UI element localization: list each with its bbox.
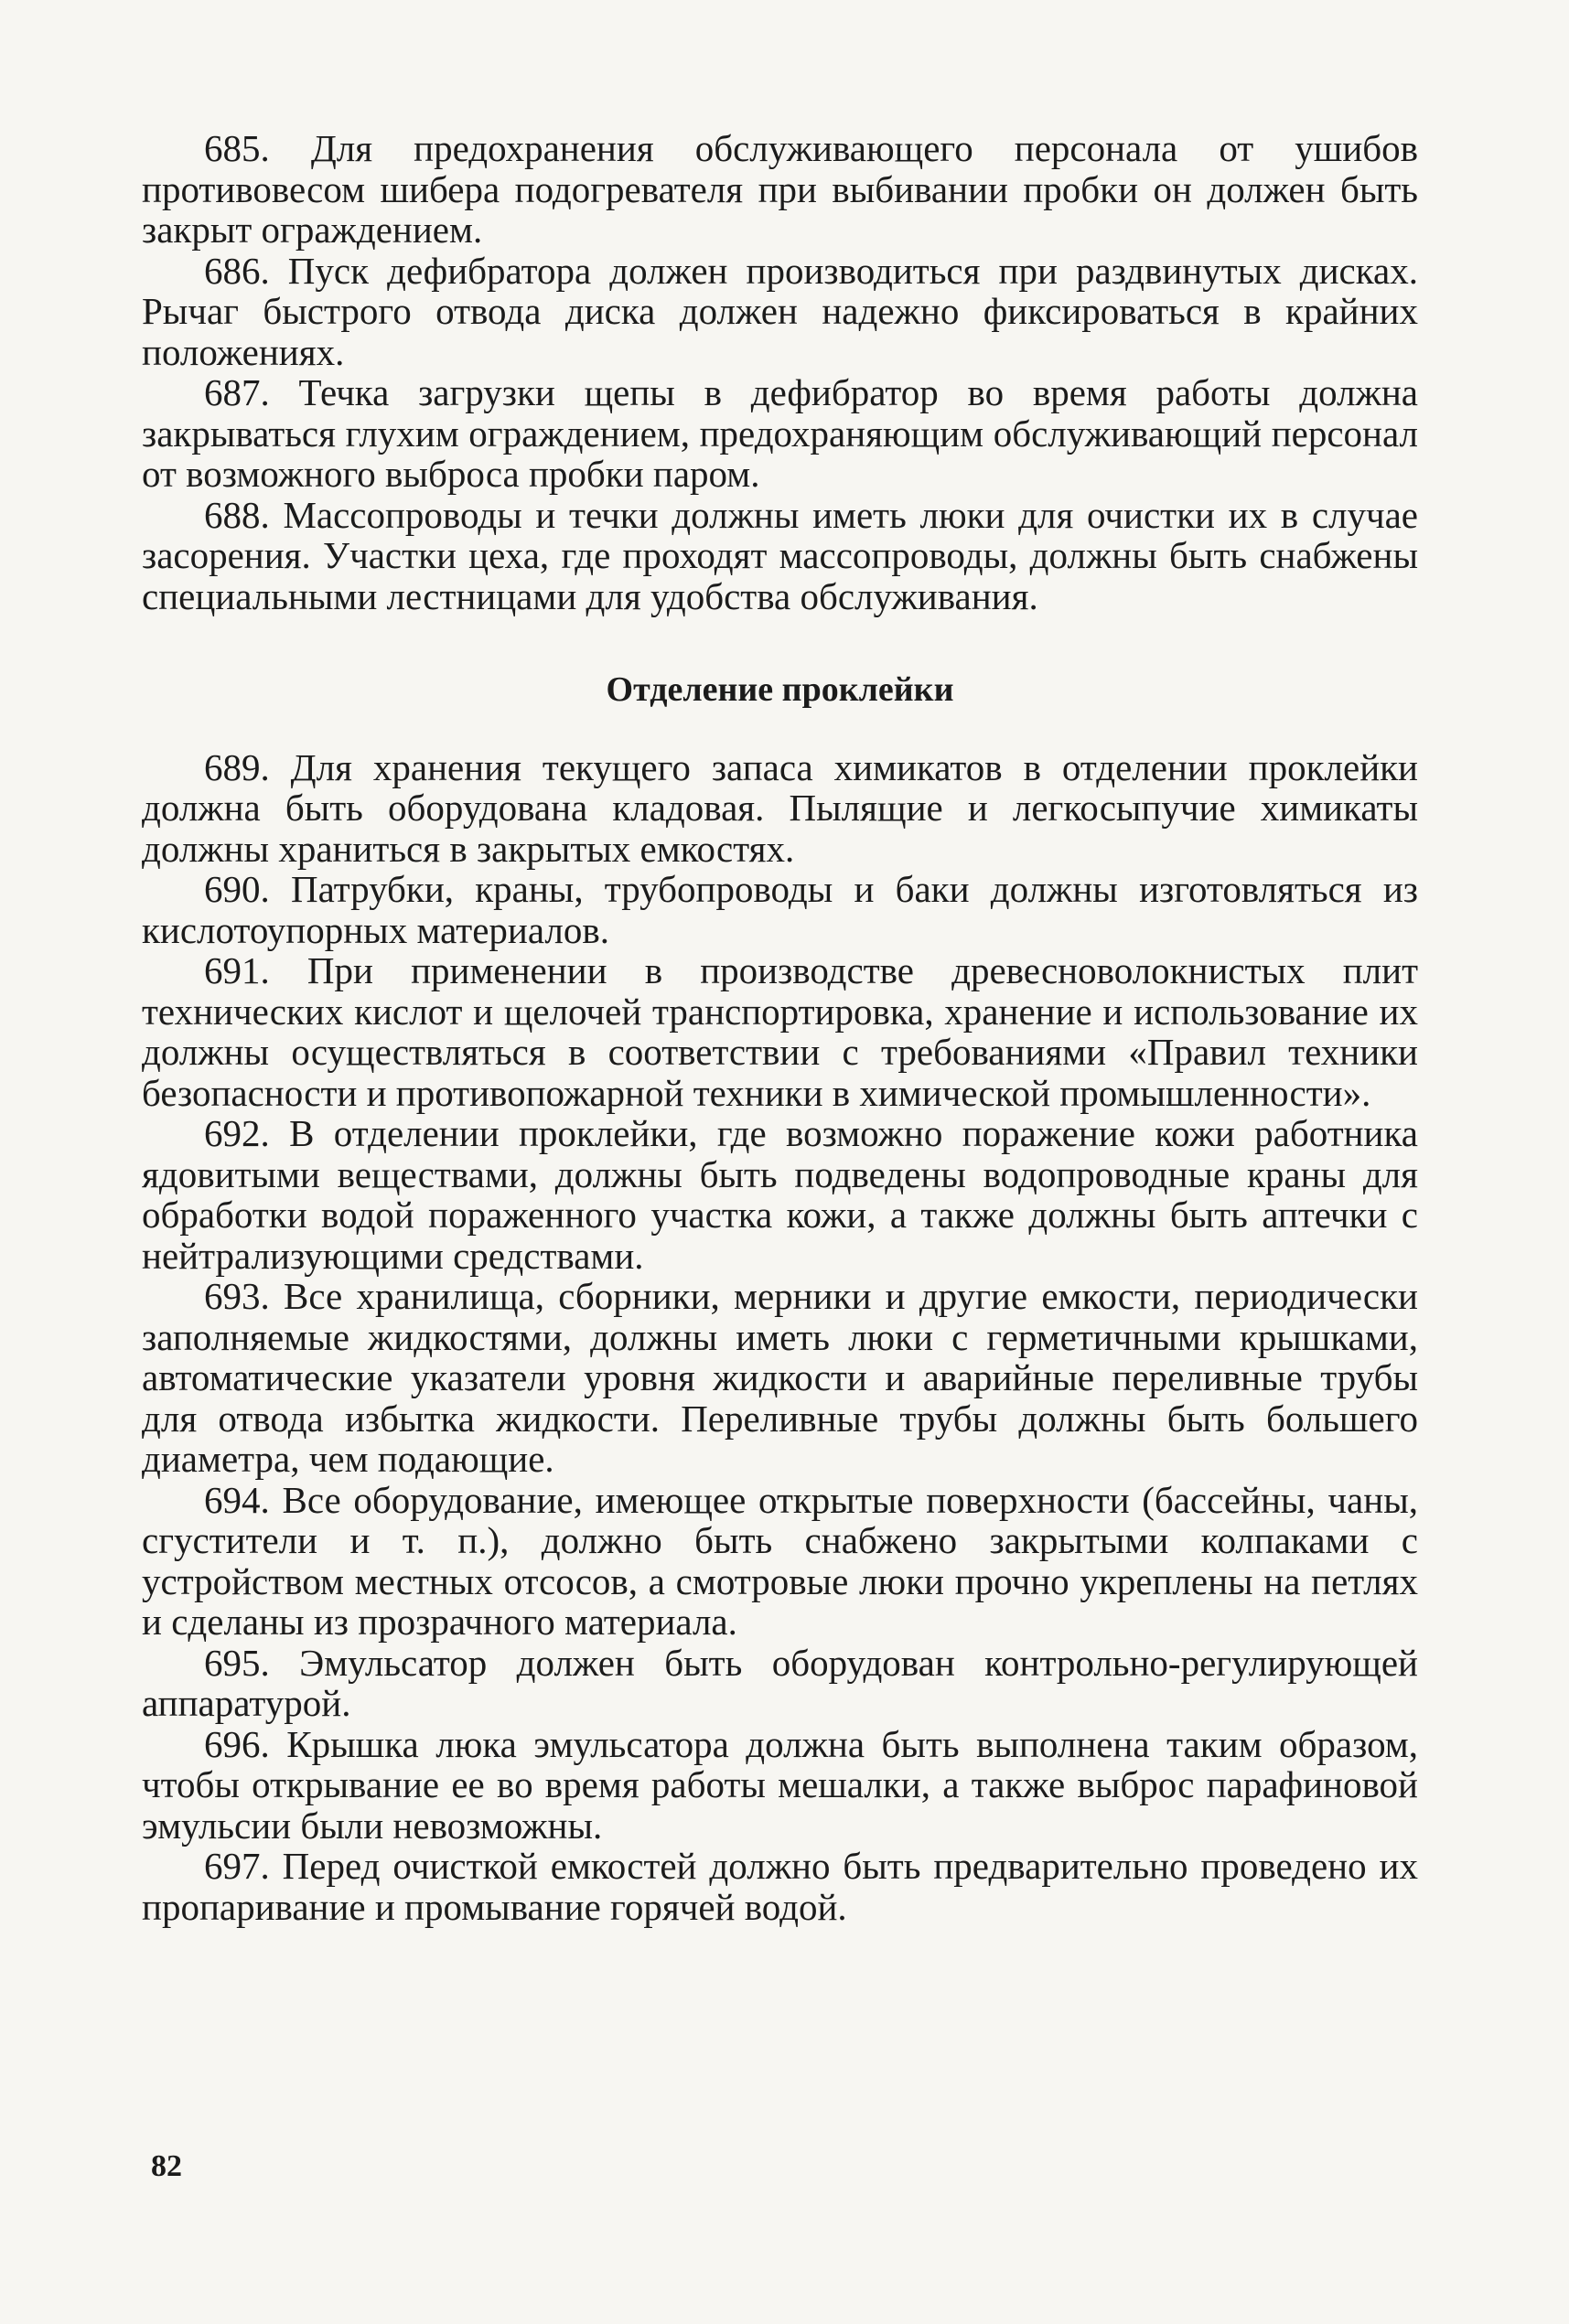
paragraph-689: 689. Для хранения текущего запаса химикатов в отделении проклейки должна быть оборудована кладовая. Пылящие и легкосыпучие химикаты должны храниться в закрытых емкостях. (142, 745, 1418, 870)
paragraph-692: 692. В отделении проклейки, где возможно поражение кожи работника ядовитыми веществами, должны быть подведены водопроводные краны для обработки водой пораженного участка кожи, а также должны быть аптечки с нейтрализующими средствами. (142, 1112, 1418, 1277)
paragraph-695: 695. Эмульсатор должен быть оборудован контрольно-регулирующей аппаратурой. (142, 1641, 1418, 1724)
paragraph-688: 688. Массопроводы и течки должны иметь люки для очистки их в случае засорения. Участки цеха, где проходят массопроводы, должны быть снабжены специальными лестницами для удобства обслуживания. (142, 493, 1418, 617)
page-body (142, 128, 1418, 1927)
paragraph-690: 690. Патрубки, краны, трубопроводы и баки должны изготовляться из кислотоупорных материалов. (142, 868, 1418, 951)
paragraph-691: 691. При применении в производстве древесноволокнистых плит технических кислот и щелочей транспортировка, хранение и использование их должны осуществляться в соответствии с требованиями «Правил техники безопасности и противопожарной техники в химической промышленности». (142, 949, 1418, 1114)
paragraph-687: 687. Течка загрузки щепы в дефибратор во время работы должна закрываться глухим ограждением, предохраняющим обслуживающий персонал от возможного выброса пробки паром. (142, 371, 1418, 495)
section-heading: Отделение проклейки (606, 670, 954, 709)
paragraph-694: 694. Все оборудование, имеющее открытые поверхности (бассейны, чаны, сгустители и т. п.), должно быть снабжено закрытыми колпаками с устройством местных отсосов, а смотровые люки прочно укреплены на петлях и сделаны из прозрачного материала. (142, 1478, 1418, 1643)
paragraph-685: 685. Для предохранения обслуживающего персонала от ушибов противовесом шибера подогревателя при выбивании пробки он должен быть закрыт ограждением. (142, 127, 1418, 251)
paragraph-693: 693. Все хранилища, сборники, мерники и другие емкости, периодически заполняемые жидкостями, должны иметь люки с герметичными крышками, автоматические указатели уровня жидкости и аварийные переливные трубы для отвода избытка жидкости. Переливные трубы должны быть большего диаметра, чем подающие. (142, 1275, 1418, 1480)
paragraph-686: 686. Пуск дефибратора должен производиться при раздвинутых дисках. Рычаг быстрого отвода диска должен надежно фиксироваться в крайних положениях. (142, 249, 1418, 373)
page-number: 82 (151, 2149, 182, 2183)
paragraph-697: 697. Перед очисткой емкостей должно быть предварительно проведено их пропаривание и промывание горячей водой. (142, 1845, 1418, 1928)
paragraph-696: 696. Крышка люка эмульсатора должна быть выполнена таким образом, чтобы открывание ее во время работы мешалки, а также выброс парафиновой эмульсии были невозможны. (142, 1722, 1418, 1847)
